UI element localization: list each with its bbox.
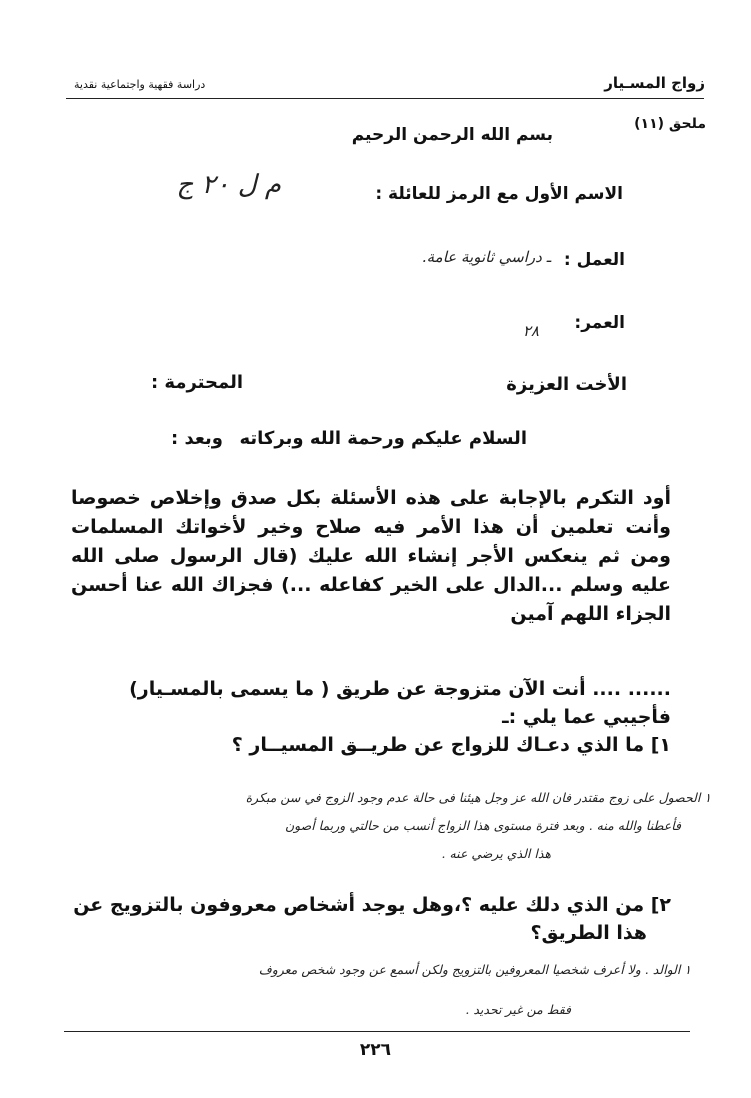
- age-label: العمر:: [574, 313, 625, 333]
- answer-1-line-3: هذا الذي يرضي عنه .: [441, 846, 551, 861]
- book-subtitle: دراسة فقهية واجتماعية نقدية: [74, 78, 206, 91]
- after-greeting: وبعد :: [171, 428, 223, 449]
- answer-1-line-1: ١ الحصول على زوج مقتدر فان الله عز وجل هيئنا فى حالة عدم وجود الزوج في سن مبكرة: [245, 790, 711, 805]
- footer-divider: [64, 1031, 690, 1032]
- appendix-label: ملحق (١١): [634, 116, 706, 132]
- name-value: م ل ٢٠ ج: [176, 170, 281, 200]
- greeting: السلام عليكم ورحمة الله وبركاته: [239, 428, 527, 449]
- question-1: ١] ما الذي دعـاك للزواج عن طريــق المسيــار ؟: [231, 734, 671, 756]
- name-label: الاسم الأول مع الرمز للعائلة :: [375, 184, 623, 204]
- bismillah: بسم الله الرحمن الرحيم: [351, 125, 553, 145]
- answer-2-line-1: ١ الوالد . ولا أعرف شخصيا المعروفين بالتزويج ولكن أسمع عن وجود شخص معروف: [258, 962, 691, 977]
- header-divider: [66, 98, 704, 99]
- intro-paragraph: أود التكرم بالإجابة على هذه الأسئلة بكل صدق وإخلاص خصوصا وأنت تعلمين أن هذا الأمر فيه صلاح وخير لأخواتك المسلمات ومن ثم ينعكس الأجر إنشاء الله عليك (قال الرسول صلى الله عليه وسلم ...الدال على الخير كفاعله ...) فجزاك الله عنا أحسن الجزاء اللهم آمين: [71, 487, 671, 625]
- dear-sister-label: الأخت العزيزة: [506, 374, 627, 395]
- answer-1-line-2: فأعطنا والله منه . وبعد فترة مستوى هذا الزواج أنسب من حالتي وربما أصون: [284, 818, 681, 833]
- answer-prompt: فأجيبي عما يلي :ـ: [502, 706, 671, 728]
- age-value: ٢٨: [522, 322, 539, 340]
- book-title: زواج المسـيار: [604, 74, 705, 92]
- question-2-line-1: ٢] من الذي دلك عليه ؟،وهل يوجد أشخاص معروفون بالتزويج عن: [73, 894, 671, 916]
- work-label: العمل :: [563, 250, 625, 270]
- status-line: ...... .... أنت الآن متزوجة عن طريق ( ما يسمى بالمسـيار): [129, 678, 671, 700]
- answer-2-line-2: فقط من غير تحديد .: [465, 1002, 571, 1017]
- work-value: ـ دراسي ثانوية عامة.: [421, 248, 551, 266]
- respected-label: المحترمة :: [150, 372, 243, 393]
- question-2-line-2: هذا الطريق؟: [530, 922, 647, 944]
- page-number: ٢٢٦: [359, 1040, 392, 1060]
